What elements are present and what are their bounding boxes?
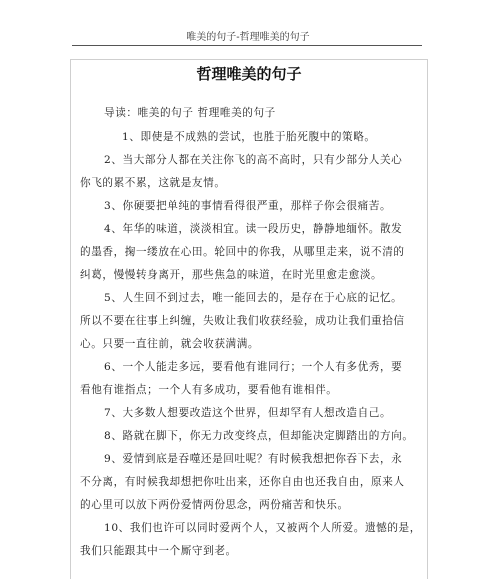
paragraph-line: 2、当大部分人都在关注你飞的高不高时，只有少部分人关心	[104, 154, 403, 166]
paragraph-line: 8、路就在脚下，你无力改变终点，但却能决定脚踏出的方向。	[104, 430, 414, 442]
paragraph-line: 6、一个人能走多远，要看他有谁同行；一个人有多优秀，要	[104, 361, 403, 373]
paragraph-line: 7、大多数人想要改造这个世界，但却罕有人想改造自己。	[104, 407, 392, 419]
header-title: 唯美的句子-哲理唯美的句子	[186, 32, 310, 43]
paragraph-line: 的墨香，掬一缕放在心田。轮回中的你我，从哪里走来，说不清的	[80, 246, 405, 258]
paragraph-line: 4、年华的味道，淡淡相宜。读一段历史，静静地缅怀。散发	[104, 223, 403, 235]
paragraph-line: 5、人生回不到过去，唯一能回去的，是存在于心底的记忆。	[104, 292, 403, 304]
paragraph-line: 看他有谁指点；一个人有多成功，要看他有谁相伴。	[80, 384, 338, 396]
paragraph-line: 我们只能跟其中一个厮守到老。	[80, 545, 237, 557]
paragraph-line: 1、即使是不成熟的尝试，也胜于胎死腹中的策略。	[122, 131, 376, 143]
paragraph-line: 的心里可以放下两份爱情两份思念，两份痛苦和快乐。	[80, 499, 349, 511]
paragraph-line: 所以不要在往事上纠缠，失败让我们收获经验，成功让我们重拾信	[80, 315, 405, 327]
paragraph-line: 3、你硬要把单纯的事情看得很严重，那样子你会很痛苦。	[104, 200, 392, 212]
paragraph-line: 9、爱情到底是吞噬还是回吐呢？有时候我想把你吞下去，永	[104, 453, 403, 465]
paragraph-line: 不分离，有时候我却想把你吐出来，还你自由也还我自由，原来人	[80, 476, 405, 488]
paragraph-line: 纠葛，慢慢转身离开，那些焦急的味道，在时光里愈走愈淡。	[80, 269, 383, 281]
paragraph-line: 10、我们也许可以同时爱两个人，又被两个人所爱。遗憾的是，	[104, 522, 421, 534]
paragraph-line: 心。只要一直往前，就会收获满满。	[80, 338, 260, 350]
paragraph-line: 你飞的累不累，这就是友情。	[80, 177, 226, 189]
intro-line: 导读：唯美的句子 哲理唯美的句子	[104, 107, 276, 119]
document-title: 哲理唯美的句子	[196, 65, 302, 83]
